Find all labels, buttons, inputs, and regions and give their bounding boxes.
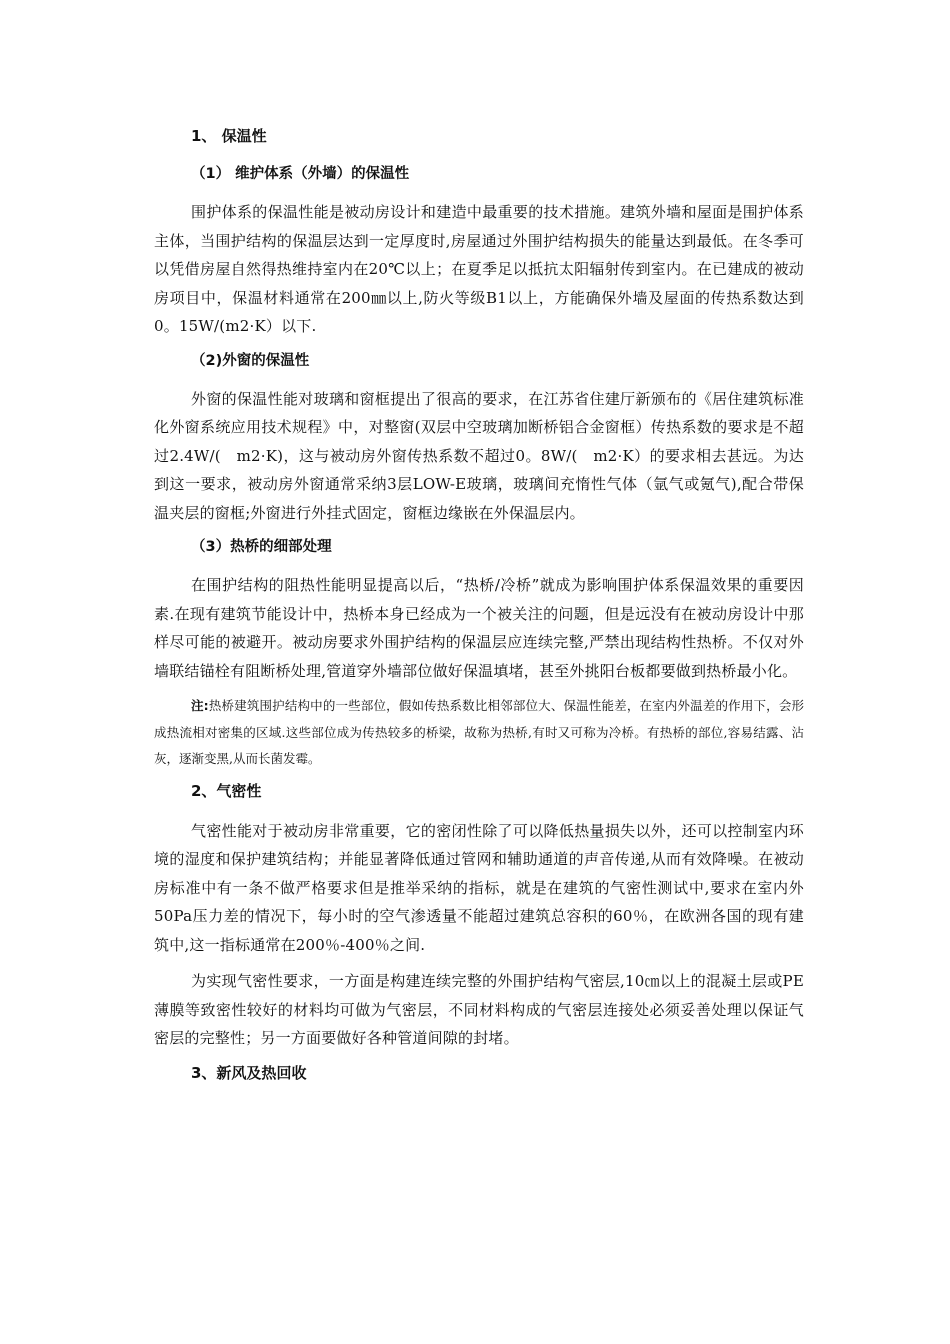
- section-1-3-heading: （3）热桥的细部处理: [191, 539, 332, 555]
- section-3-heading: 3、新风及热回收: [191, 1063, 307, 1082]
- note-paragraph: [154, 693, 804, 773]
- document-body: [154, 124, 804, 1099]
- note-label: 注:: [191, 698, 209, 713]
- section-1-heading: 1、 保温性: [191, 127, 267, 145]
- section-1-2-heading: （2)外窗的保温性: [191, 352, 310, 369]
- note-text: 热桥建筑围护结构中的一些部位，假如传热系数比相邻部位大、保温性能差，在室内外温差的作用下，会形成热流相对密集的区域.这些部位成为传热较多的桥梁，故称为热桥,有时又可称为冷桥。有热桥的部位,容易结露、沾灰，逐渐变黑,从而长菌发霉。: [154, 698, 804, 766]
- section-2-paragraph-2: 为实现气密性要求，一方面是构建连续完整的外围护结构气密层,10㎝以上的混凝土层或PE薄膜等致密性较好的材料均可做为气密层，不同材料构成的气密层连接处必须妥善处理以保证气密层的完整性；另一方面要做好各种管道间隙的封堵。: [154, 972, 804, 1047]
- section-1-1-heading: （1） 维护体系（外墙）的保温性: [191, 166, 410, 182]
- section-1-1-paragraph: 围护体系的保温性能是被动房设计和建造中最重要的技术措施。建筑外墙和屋面是围护体系主体，当围护结构的保温层达到一定厚度时,房屋通过外围护结构损失的能量达到最低。在冬季可以凭借房屋自然得热维持室内在20℃以上；在夏季足以抵抗太阳辐射传到室内。在已建成的被动房项目中，保温材料通常在200㎜以上,防火等级B1以上，方能确保外墙及屋面的传热系数达到0。15W/(m2·K）以下.: [154, 203, 804, 335]
- section-1-2-paragraph: 外窗的保温性能对玻璃和窗框提出了很高的要求，在江苏省住建厅新颁布的《居住建筑标准化外窗系统应用技术规程》中，对整窗(双层中空玻璃加断桥铝合金窗框）传热系数的要求是不超过2.4W/( m2·K)，这与被动房外窗传热系数不超过0。8W/( m2·K）的要求相去甚远。为达到这一要求，被动房外窗通常采纳3层LOW-E玻璃，玻璃间充惰性气体（氩气或氪气),配合带保温夹层的窗框;外窗进行外挂式固定，窗框边缘嵌在外保温层内。: [154, 389, 804, 522]
- section-2-paragraph-1: 气密性能对于被动房非常重要，它的密闭性除了可以降低热量损失以外，还可以控制室内环境的湿度和保护建筑结构；并能显著降低通过管网和辅助通道的声音传递,从而有效降噪。在被动房标准中有一条不做严格要求但是推举采纳的指标，就是在建筑的气密性测试中,要求在室内外50Pa压力差的情况下，每小时的空气渗透量不能超过建筑总容积的60％，在欧洲各国的现有建筑中,这一指标通常在200％-400％之间.: [154, 821, 804, 954]
- section-1-3-paragraph: 在围护结构的阻热性能明显提高以后，“热桥/冷桥”就成为影响围护体系保温效果的重要因素.在现有建筑节能设计中，热桥本身已经成为一个被关注的问题，但是远没有在被动房设计中那样尽可能的被避开。被动房要求外围护结构的保温层应连续完整,严禁出现结构性热桥。不仅对外墙联结锚栓有阻断桥处理,管道穿外墙部位做好保温填堵，甚至外挑阳台板都要做到热桥最小化。: [154, 576, 804, 680]
- section-2-heading: 2、气密性: [191, 781, 262, 800]
